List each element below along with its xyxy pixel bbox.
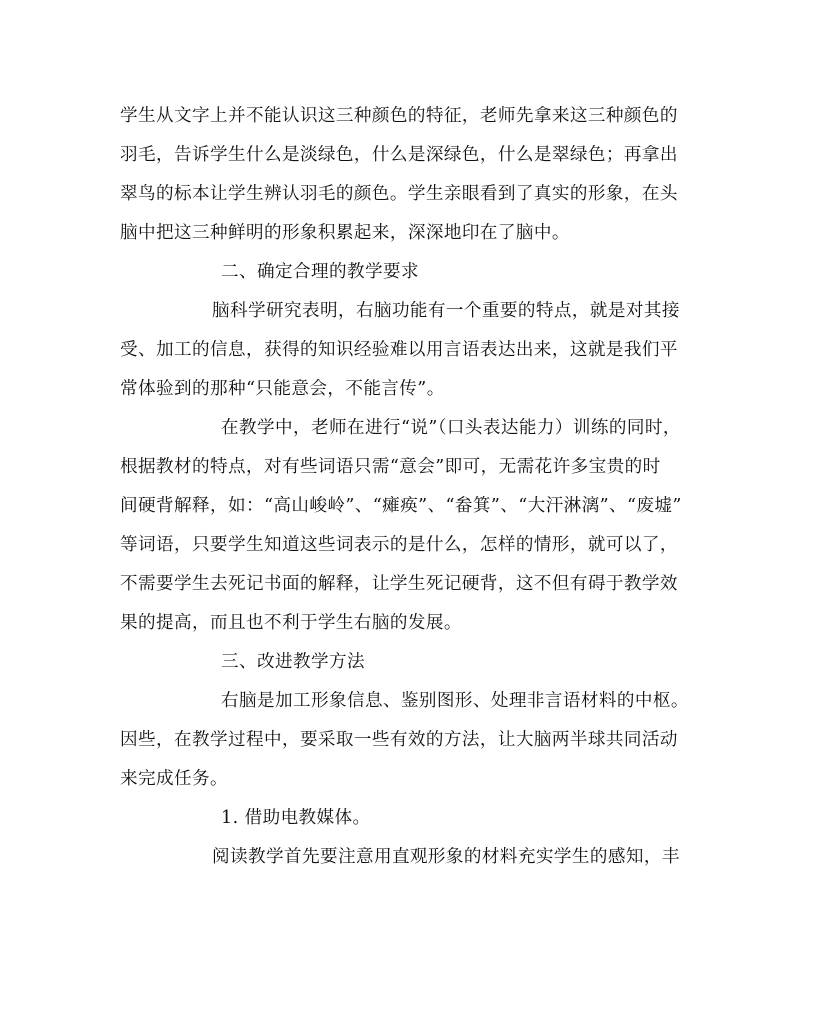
text-line: 受、加工的信息，获得的知识经验难以用言语表达出来，这就是我们平 — [120, 340, 678, 360]
text-line: 学生从文字上并不能认识这三种颜色的特征，老师先拿来这三种颜色的 — [120, 106, 678, 126]
section-heading: 二、确定合理的教学要求 — [221, 262, 419, 282]
text-line: 来完成任务。 — [120, 769, 228, 789]
text-line: 翠鸟的标本让学生辨认羽毛的颜色。学生亲眼看到了真实的形象，在头 — [120, 184, 678, 204]
paragraph-start: 右脑是加工形象信息、鉴别图形、处理非言语材料的中枢。 — [221, 691, 689, 711]
text-line: 脑中把这三种鲜明的形象积累起来，深深地印在了脑中。 — [120, 223, 570, 243]
paragraph-start: 在教学中，老师在进行“说”（口头表达能力）训练的同时， — [221, 418, 681, 438]
text-line: 等词语，只要学生知道这些词表示的是什么，怎样的情形，就可以了， — [120, 535, 678, 555]
paragraph-start: 脑科学研究表明，右脑功能有一个重要的特点，就是对其接 — [212, 301, 680, 321]
text-line: 间硬背解释，如：“高山峻岭”、“瘫痪”、“畚箕”、“大汗淋漓”、“废墟” — [120, 496, 682, 516]
text-line: 因些，在教学过程中，要采取一些有效的方法，让大脑两半球共同活动 — [120, 730, 678, 750]
text-line: 常体验到的那种“只能意会，不能言传”。 — [120, 379, 445, 399]
text-line: 果的提高，而且也不利于学生右脑的发展。 — [120, 613, 462, 633]
paragraph-start: 阅读教学首先要注意用直观形象的材料充实学生的感知，丰 — [212, 847, 680, 867]
section-heading: 三、改进教学方法 — [221, 652, 365, 672]
text-line: 根据教材的特点，对有些词语只需“意会”即可，无需花许多宝贵的时 — [120, 457, 661, 477]
text-line: 羽毛，告诉学生什么是淡绿色，什么是深绿色，什么是翠绿色；再拿出 — [120, 145, 678, 165]
text-line: 不需要学生去死记书面的解释，让学生死记硬背，这不但有碍于教学效 — [120, 574, 678, 594]
subsection-heading: 1. 借助电教媒体。 — [221, 808, 371, 828]
